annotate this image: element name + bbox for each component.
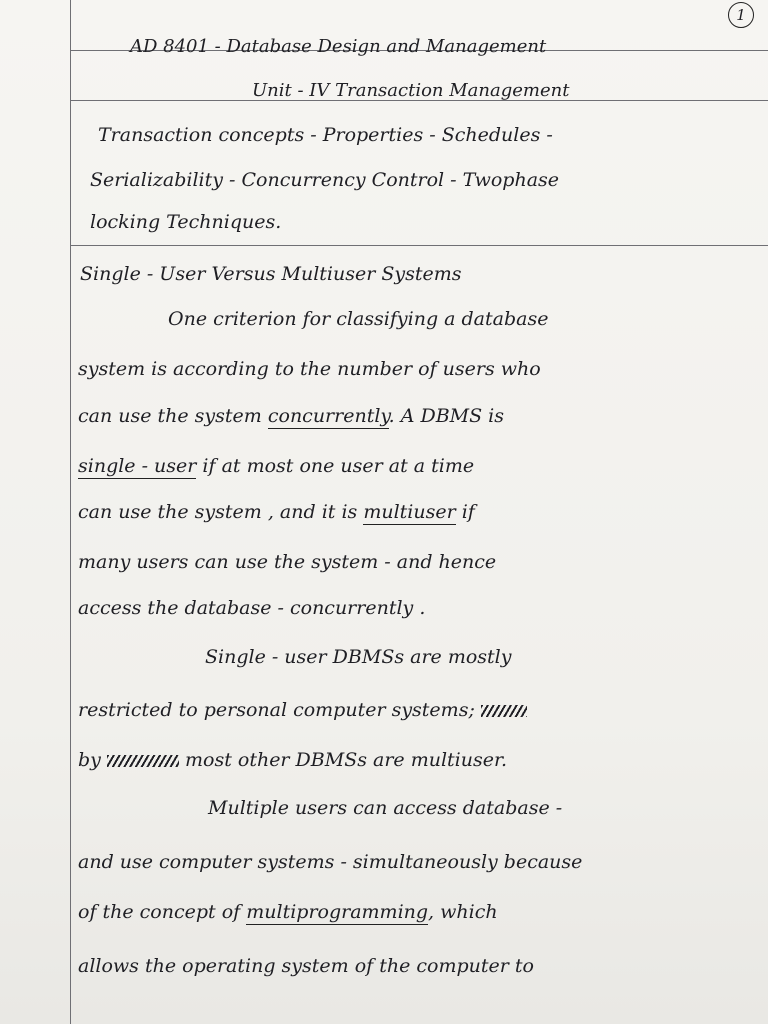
course-title: AD 8401 - Database Design and Management [130,36,547,57]
underlined-term: multiprogramming [246,901,429,923]
text-run: can use the system , and it is [78,501,358,523]
body-line: many users can use the system - and hence [78,551,497,573]
section-title: Single - User Versus Multiuser Systems [80,263,462,285]
underlined-term: single - user [78,455,197,477]
crossed-out-word [107,755,179,767]
body-line [78,900,498,924]
body-line: system is according to the number of users who [78,358,541,380]
body-line: and use computer systems - simultaneously because [78,851,583,873]
text-run: by [78,749,101,771]
syllabus-line: Serializability - Concurrency Control - Twophase [90,169,560,191]
crossed-out-word [481,705,527,717]
underlined-term: multiuser [363,501,456,523]
body-line: One criterion for classifying a database [168,308,549,330]
text-run: most other DBMSs are multiuser. [185,749,508,771]
text-run: . A DBMS is [388,405,504,427]
body-line [78,404,504,428]
text-run: of the concept of [78,901,241,923]
body-line: Single - user DBMSs are mostly [205,646,512,668]
page-number: 1 [728,2,754,28]
text-run: restricted to personal computer systems; [78,699,475,721]
text-run: can use the system [78,405,262,427]
text-run: , which [428,901,498,923]
text-run: if [461,501,475,523]
rule-line [70,245,768,246]
body-line [78,500,475,524]
underlined-term: concurrently [267,405,389,427]
body-line [78,698,527,722]
body-line [78,454,474,478]
body-line [78,748,507,772]
body-line: Multiple users can access database - [208,797,563,819]
body-line: allows the operating system of the computer to [78,955,534,977]
syllabus-line: locking Techniques. [90,211,282,233]
text-run: if at most one user at a time [202,455,475,477]
margin-line [70,0,71,1024]
unit-title: Unit - IV Transaction Management [252,80,570,101]
body-line: access the database - concurrently . [78,597,426,619]
syllabus-line: Transaction concepts - Properties - Schedules - [98,124,553,146]
